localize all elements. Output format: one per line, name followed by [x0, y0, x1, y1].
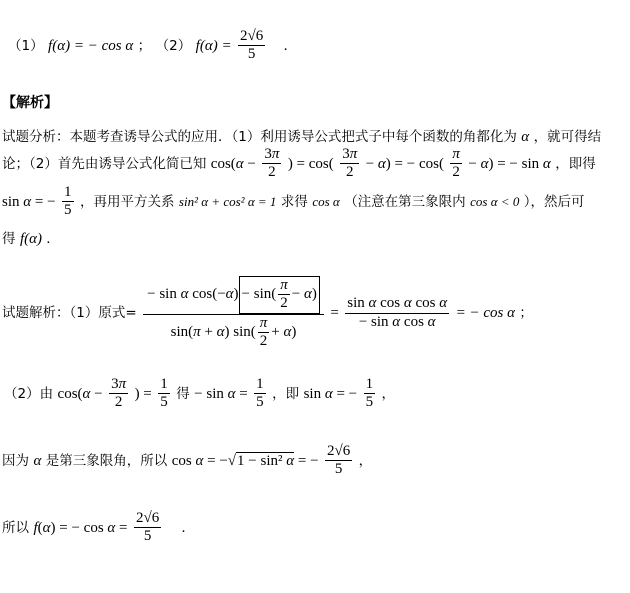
final-result: f(α) = − cos α = [33, 519, 128, 536]
analysis-text-1-tail: ，就可得结 [533, 129, 602, 145]
cos-alpha: cos α [312, 193, 340, 209]
analysis-text-3c: （注意在第三象限内 [344, 193, 466, 210]
fraction-1-over-5: $\frac{1}{5}$ [160, 376, 168, 411]
answer-fraction [238, 28, 265, 64]
analysis-text-3a: ，再用平方关系 [79, 193, 175, 210]
answer-separator: ； [137, 37, 152, 54]
solution-line-4 [2, 510, 185, 546]
fraction-3pi-over-2: $\frac{3\pi}{2}$ [264, 146, 280, 181]
fraction-2sqrt6-over-5: $\frac{2√6}{5}$ [326, 443, 351, 478]
answer-part1-marker: （1） [8, 37, 44, 54]
analysis-text-3b: 求得 [280, 193, 308, 210]
solution-3-text-b: 是第三象限角，所以 [45, 452, 168, 469]
solution-4-text-a: 所以 [2, 519, 29, 536]
answer-part1-formula: f(α) = − cos α [48, 37, 134, 54]
simplified-fraction: $\frac{\text{sin α cos α cos α}}{\text{− sin α cos α}}$ [347, 295, 448, 330]
sin-alpha-value: sin α = − [2, 193, 56, 210]
fraction-2sqrt6-over-5: $\frac{2√6}{5}$ [135, 510, 160, 545]
solution-2-text-d: ， [381, 385, 396, 402]
pythagorean-identity: sin² α + cos² α = 1 [178, 193, 277, 209]
analysis-line-2: 论；（2）首先由诱导公式化简已知 cos(α − $\frac{3\pi}{2}$ ) = cos( $\frac{3\pi}{2}$ − α) = − cos( $\frac{\pi}{2}$ − α) = − sin α ，即得 [2, 146, 596, 181]
answer-part2-marker: （2） [155, 37, 192, 54]
solution-line-3 [2, 443, 372, 479]
analysis-line-3 [2, 184, 585, 220]
fraction-3pi-over-2: $\frac{3\pi}{2}$ [111, 376, 127, 411]
analysis-alpha: α [521, 129, 530, 145]
analysis-period: . [46, 231, 51, 247]
analysis-text-2a: 论；（2）首先由诱导公式化简已知 [2, 155, 207, 172]
analysis-identity: cos(α − [210, 155, 256, 172]
f-alpha: f(α) [19, 231, 42, 247]
solution-result: = − cos α [455, 305, 515, 321]
big-fraction-numerator: − sin α cos(−α) − sin( $\frac{\pi}{2}$ − α) [143, 276, 324, 315]
big-fraction-denominator: sin(π + α) sin( $\frac{\pi}{2}$ + α) [170, 314, 297, 349]
solution-label: 试题解析：（1）原式= [2, 305, 137, 321]
solution-2-text-c: ，即 [272, 385, 300, 402]
big-fraction [143, 276, 324, 350]
solution-2-text-a: （2）由 [4, 385, 54, 402]
analysis-text-1: 试题分析：本题考查诱导公式的应用．（1）利用诱导公式把式子中每个函数的角都化为 [2, 129, 517, 145]
fraction-3pi-over-2: $\frac{3\pi}{2}$ [342, 146, 358, 181]
fraction-1-over-5: $\frac{1}{5}$ [256, 376, 264, 411]
analysis-text-3d: ），然后可 [523, 193, 585, 210]
solution-line-1: 试题解析：（1）原式= − sin α cos(−α) − sin( $\frac{\pi}{2}$ − α) sin(π + α) sin( $\frac{\pi}{2}$ + α) = $\frac{\text{sin α cos α cos α}}{\text{− sin α cos α}}$ = − cos α ； [2, 277, 533, 349]
analysis-text-2b: ，即得 [555, 155, 596, 172]
cos-condition: cos α < 0 [470, 193, 520, 209]
fraction-1-over-5: $\frac{1}{5}$ [64, 184, 72, 219]
solution-3-text-c: ， [358, 452, 373, 469]
solution-3-text-a: 因为 [2, 452, 29, 469]
analysis-line-4 [2, 227, 50, 248]
solution-4-period: . [181, 519, 186, 536]
answer-part2-formula: f(α) = [195, 37, 232, 54]
solution-line-2: （2）由 cos(α − $\frac{3\pi}{2}$ ) = $\frac{1}{5}$ 得 − sin α = $\frac{1}{5}$ ，即 sin α = − $\frac{1}{5}$ ， [4, 376, 396, 411]
answer-line [8, 28, 287, 64]
answer-period: . [283, 37, 288, 54]
analysis-text-4a: 得 [2, 231, 16, 247]
solution-3-alpha: α [33, 452, 42, 469]
cos-alpha-derivation: cos α = −√1 − sin² α = − [171, 452, 319, 469]
bracket-term: − sin( $\frac{\pi}{2}$ − α) [239, 276, 320, 314]
fraction-pi-over-2: $\frac{\pi}{2}$ [452, 146, 460, 181]
analysis-line-1 [2, 125, 601, 146]
fraction-1-over-5: $\frac{1}{5}$ [365, 376, 374, 411]
answer-fraction-denominator: 5 [247, 46, 256, 63]
solution-2-text-b: 得 [176, 385, 190, 402]
solution-semicolon: ； [519, 305, 533, 321]
answer-fraction-numerator: 2√6 [238, 28, 265, 46]
section-title: 【解析】 [2, 95, 58, 111]
